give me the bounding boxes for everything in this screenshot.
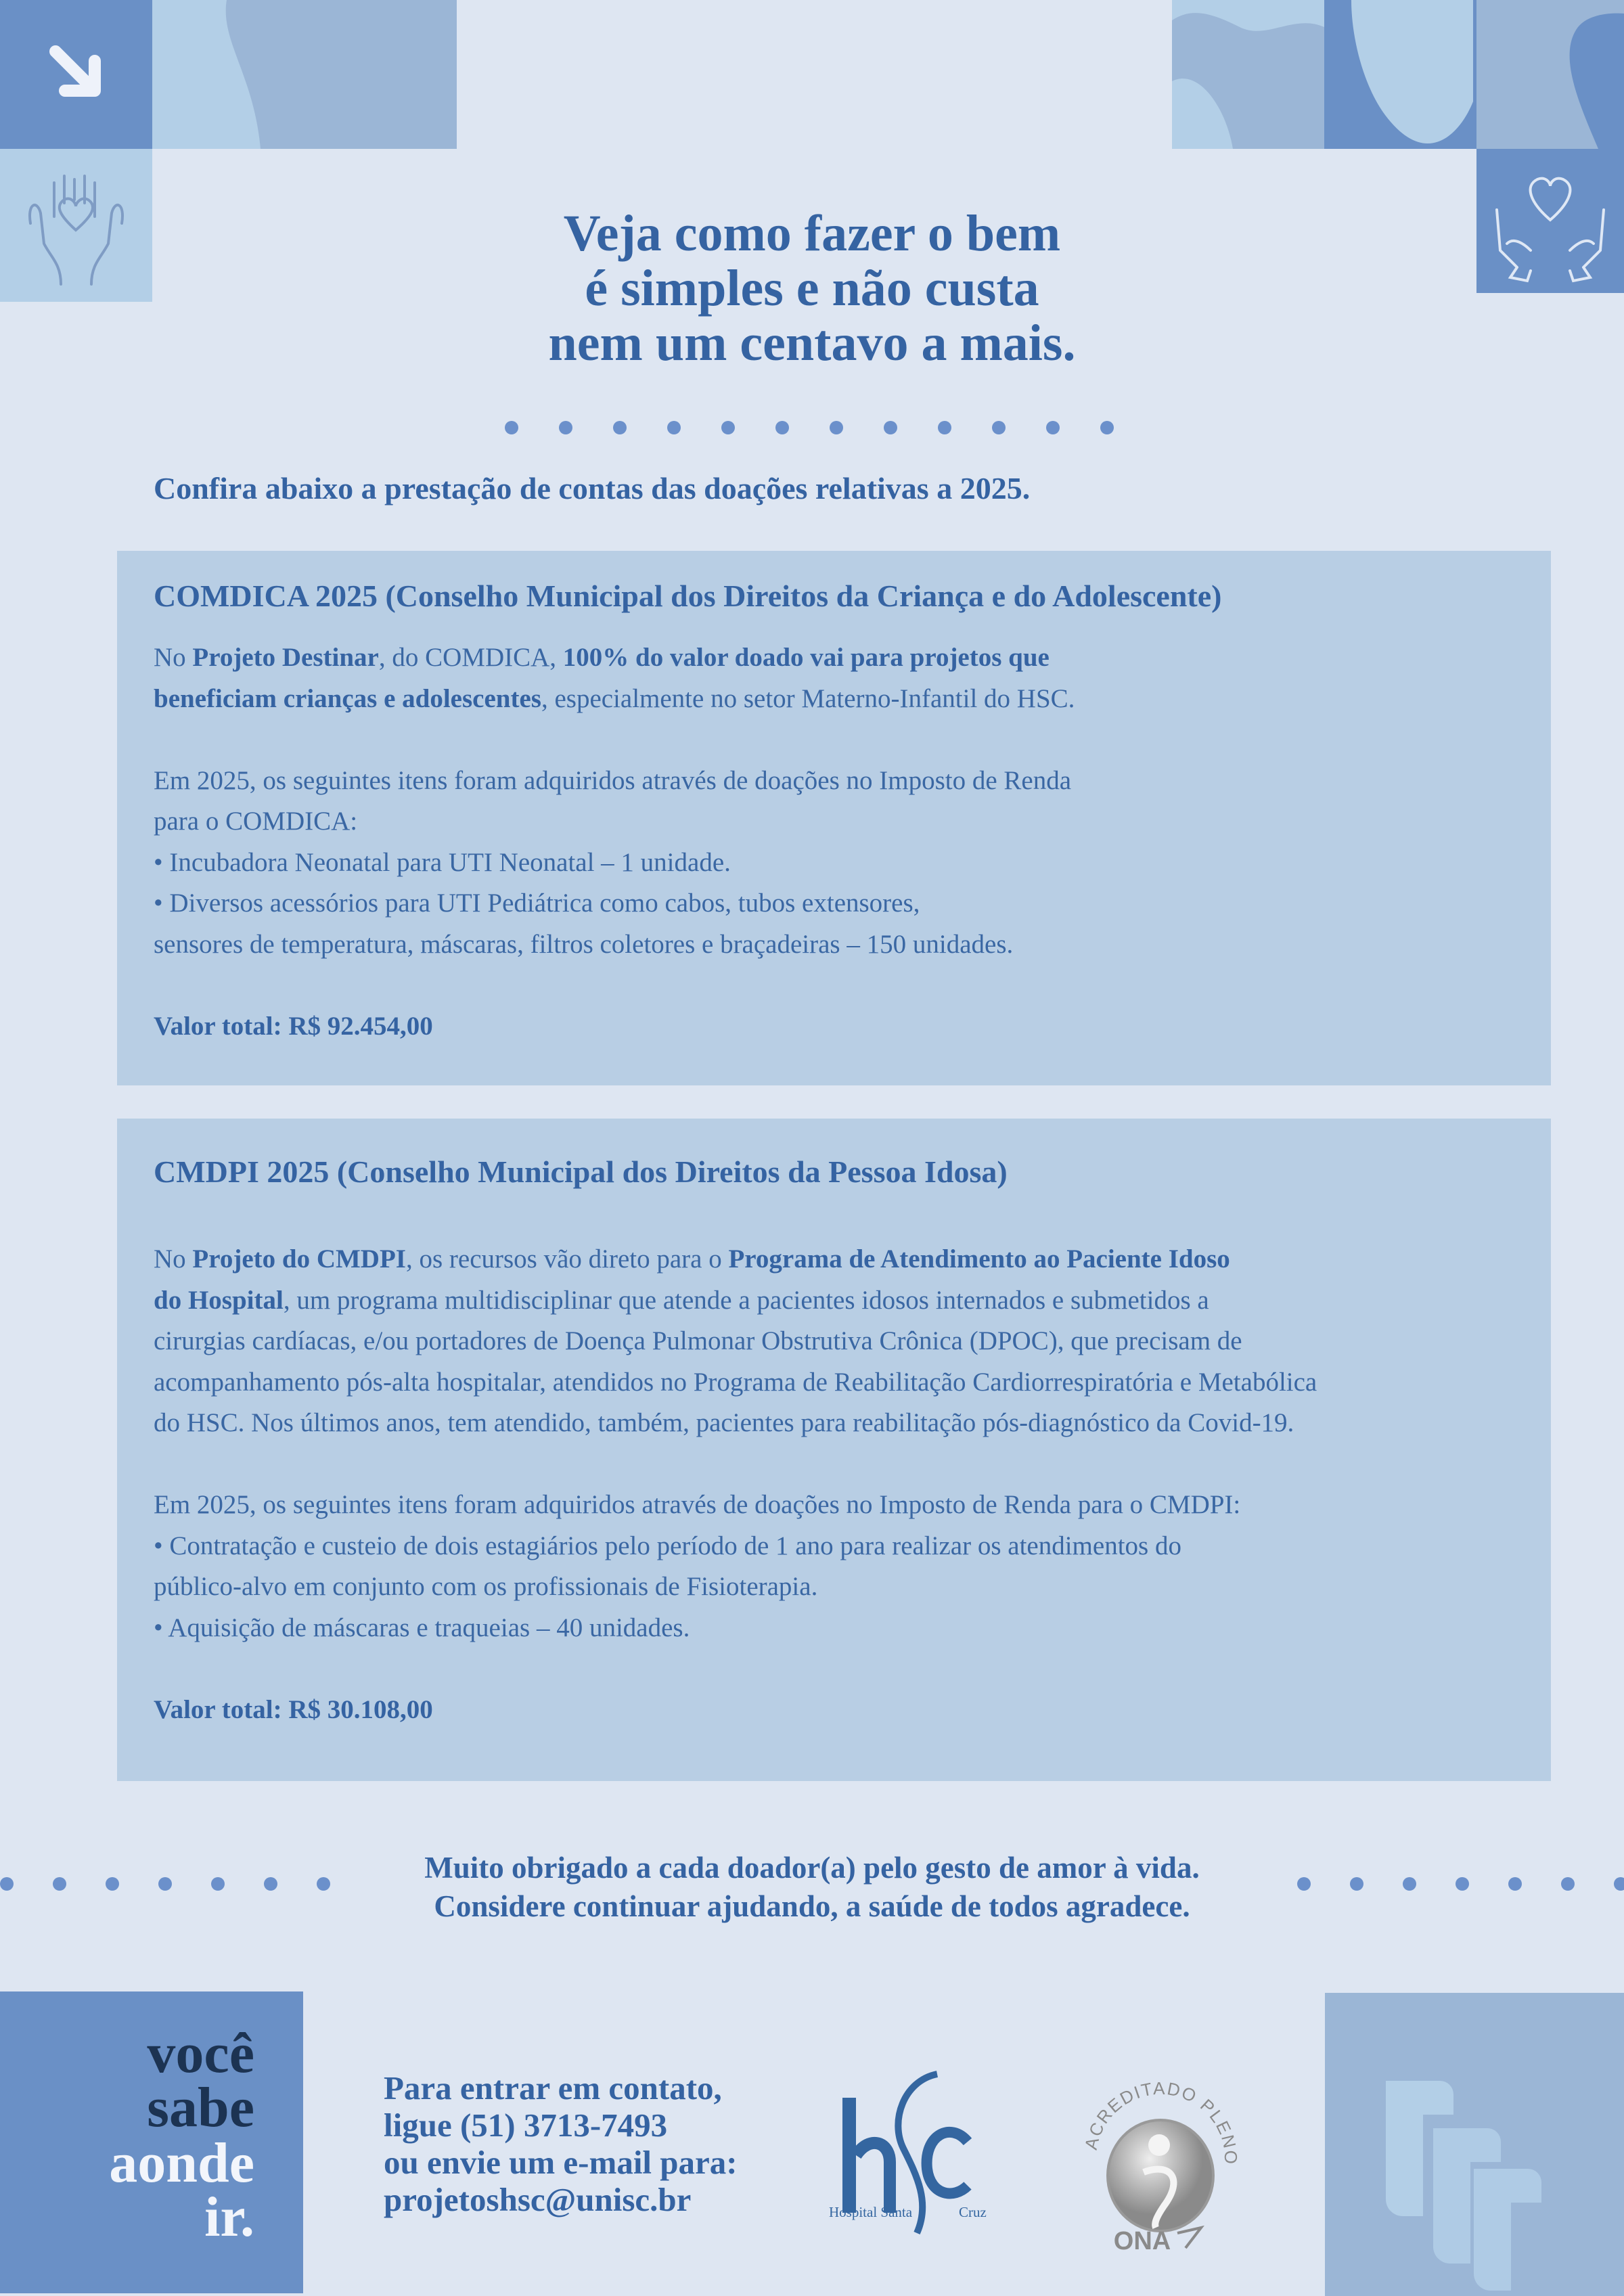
contact-phone: ligue (51) 3713-7493: [384, 2107, 668, 2144]
text: Em 2025, os seguintes itens foram adquiridos através de doações no Imposto de Renda para o CMDPI:: [154, 1490, 1241, 1519]
dot: [505, 421, 518, 434]
text: , os recursos vão direto para o: [405, 1244, 729, 1274]
deco-tile-quotes: [1325, 1993, 1624, 2296]
text: , especialmente no setor Materno-Infantil do HSC.: [541, 683, 1075, 713]
body-line: [154, 719, 1075, 761]
dot: [1046, 421, 1060, 434]
slogan-tile: [0, 1991, 303, 2293]
dot: [1100, 421, 1114, 434]
svg-text:ONA: ONA: [1113, 2227, 1171, 2253]
cmdpi-section: [117, 1119, 1551, 1781]
text: público-alvo em conjunto com os profissionais de Fisioterapia.: [154, 1572, 818, 1601]
ona-accreditation-badge: [1069, 2071, 1252, 2253]
thank-you-message: [0, 1849, 1624, 1926]
bold-text: do Hospital: [154, 1285, 284, 1315]
section-heading: CMDPI 2025 (Conselho Municipal dos Direitos da Pessoa Idosa): [154, 1154, 1008, 1189]
dot: [559, 421, 572, 434]
text: , um programa multidisciplinar que atende a pacientes idosos internados e submetidos a: [283, 1285, 1209, 1315]
total-value: Valor total: R$ 92.454,00: [154, 1011, 433, 1041]
body-line: [154, 1239, 1317, 1280]
deco-tile: [1476, 0, 1624, 149]
section-body: [154, 637, 1075, 1047]
body-line: [154, 761, 1075, 802]
deco-tile: [1172, 0, 1324, 149]
dot: [667, 421, 681, 434]
bold-text: Projeto do CMDPI: [192, 1244, 406, 1274]
text: • Incubadora Neonatal para UTI Neonatal – 1 unidade.: [154, 847, 731, 877]
subtitle: Confira abaixo a prestação de contas das doações relativas a 2025.: [154, 471, 1031, 505]
body-line: [154, 1321, 1317, 1362]
section-heading: COMDICA 2025 (Conselho Municipal dos Direitos da Criança e do Adolescente): [154, 579, 1222, 613]
body-line: [154, 1485, 1317, 1526]
slogan-word: você: [147, 2022, 254, 2085]
deco-tile-arrow: [0, 0, 152, 149]
text: Em 2025, os seguintes itens foram adquiridos através de doações no Imposto de Renda: [154, 765, 1072, 795]
title-line: nem um centavo a mais.: [548, 315, 1076, 372]
body-line: [154, 924, 1075, 966]
svg-text:ACREDITADO PLENO: ACREDITADO PLENO: [1080, 2077, 1242, 2166]
bold-text: 100% do valor doado vai para projetos que: [562, 643, 1050, 672]
text: No: [154, 1244, 193, 1274]
thanks-line: Considere continuar ajudando, a saúde de todos agradece.: [434, 1889, 1190, 1923]
bold-text: Projeto Destinar: [192, 643, 379, 672]
contact-email: projetoshsc@unisc.br: [384, 2181, 692, 2218]
body-line: [154, 883, 1075, 924]
contact-info: [384, 2069, 738, 2218]
body-line: [154, 1362, 1317, 1403]
text: sensores de temperatura, máscaras, filtros coletores e braçadeiras – 150 unidades.: [154, 929, 1014, 959]
dot: [938, 421, 951, 434]
text: acompanhamento pós-alta hospitalar, atendidos no Programa de Reabilitação Cardiorrespiratória e Metabólica: [154, 1367, 1317, 1397]
body-line: [154, 1648, 1317, 1690]
total-value: Valor total: R$ 30.108,00: [154, 1694, 433, 1724]
slogan-word: sabe: [147, 2076, 254, 2139]
bold-text: beneficiam crianças e adolescentes: [154, 683, 541, 713]
page-title: [0, 206, 1624, 371]
slogan-word: aonde: [109, 2132, 254, 2194]
deco-tile: [152, 0, 304, 149]
title-line: é simples e não custa: [585, 260, 1039, 317]
deco-tile: [1324, 0, 1476, 149]
body-line: [154, 1280, 1317, 1322]
body-line: [154, 965, 1075, 1006]
body-line: [154, 1444, 1317, 1485]
title-line: Veja como fazer o bem: [563, 205, 1061, 262]
dot: [884, 421, 897, 434]
hsc-name-right: Cruz: [959, 2204, 987, 2220]
text: cirurgias cardíacas, e/ou portadores de Doença Pulmonar Obstrutiva Crônica (DPOC), que precisam de: [154, 1326, 1242, 1355]
dot: [775, 421, 789, 434]
section-body: [154, 1239, 1317, 1730]
text: • Aquisição de máscaras e traqueias – 40 unidades.: [154, 1613, 690, 1642]
body-line: [154, 1608, 1317, 1649]
text: , do COMDICA,: [378, 643, 563, 672]
text: • Contratação e custeio de dois estagiários pelo período de 1 ano para realizar os atendimentos do: [154, 1531, 1181, 1560]
contact-line: ou envie um e-mail para:: [384, 2144, 738, 2181]
dot: [721, 421, 735, 434]
body-line: [154, 842, 1075, 884]
comdica-section: [117, 551, 1551, 1085]
dot: [992, 421, 1006, 434]
slogan-word: ir.: [204, 2186, 254, 2249]
text: do HSC. Nos últimos anos, tem atendido, também, pacientes para reabilitação pós-diagnóstico da Covid-19.: [154, 1408, 1294, 1437]
text: • Diversos acessórios para UTI Pediátrica como cabos, tubos extensores,: [154, 888, 920, 918]
dot: [830, 421, 843, 434]
body-line: [154, 1526, 1317, 1567]
deco-tile: [304, 0, 457, 149]
hsc-logo: [829, 2067, 998, 2236]
bold-text: Programa de Atendimento ao Paciente Idoso: [728, 1244, 1230, 1274]
text: para o COMDICA:: [154, 807, 358, 836]
text: No: [154, 643, 193, 672]
body-line: [154, 637, 1075, 679]
contact-line: Para entrar em contato,: [384, 2069, 722, 2107]
body-line: [154, 1403, 1317, 1444]
arrow-down-right-icon: [0, 0, 152, 149]
dot: [613, 421, 627, 434]
dot-divider: [505, 421, 1114, 434]
body-line: [154, 679, 1075, 720]
body-line: [154, 1567, 1317, 1608]
body-line: [154, 801, 1075, 842]
thanks-line: Muito obrigado a cada doador(a) pelo gesto de amor à vida.: [424, 1851, 1200, 1885]
hsc-name-left: Hospital Santa: [829, 2204, 913, 2220]
